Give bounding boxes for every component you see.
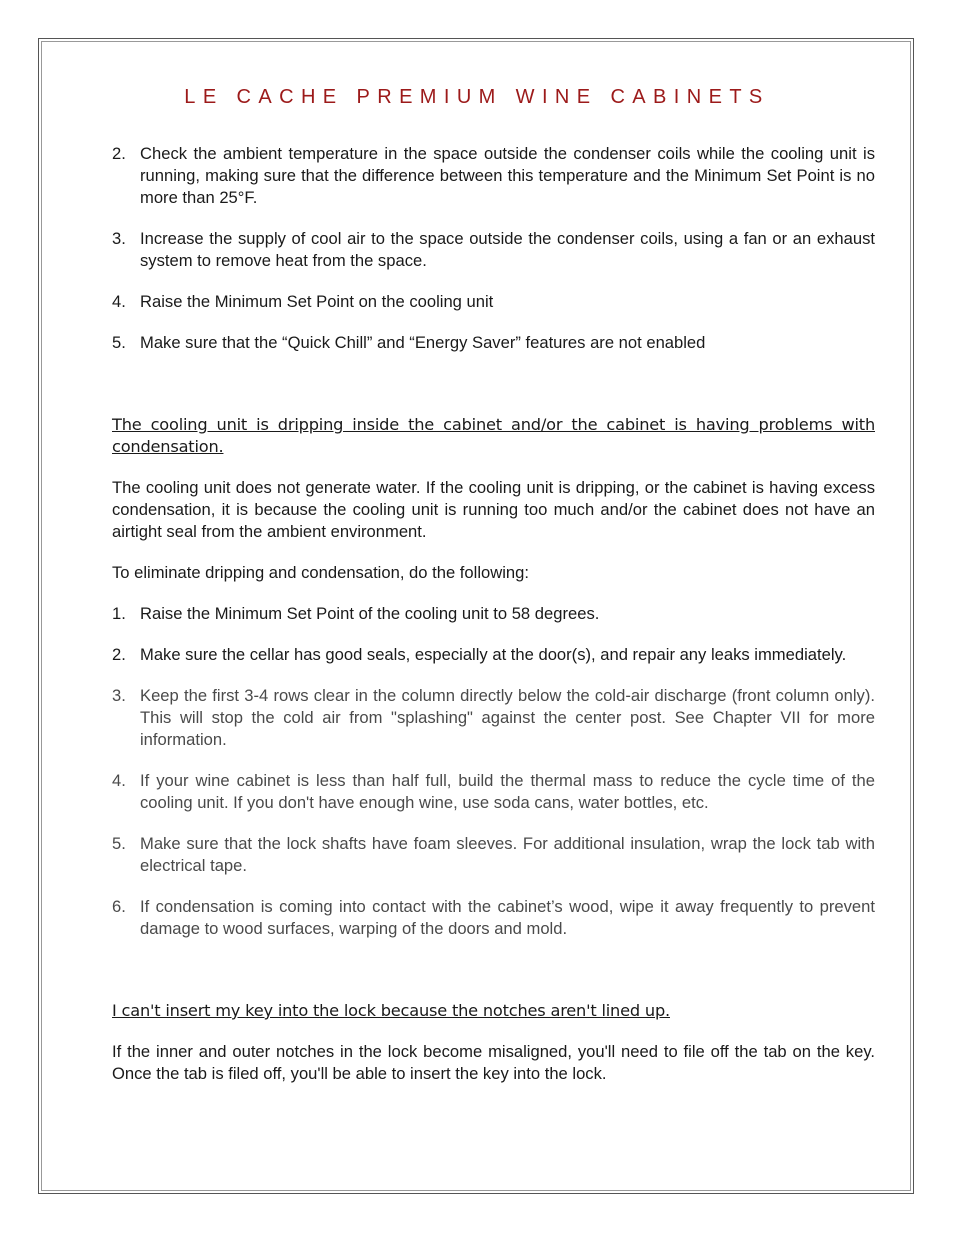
list-item-text: Make sure that the “Quick Chill” and “Energy Saver” features are not enabled bbox=[140, 333, 706, 352]
list-item-text: Make sure the cellar has good seals, especially at the door(s), and repair any leaks immediately. bbox=[140, 645, 847, 664]
list-item-text: If condensation is coming into contact with the cabinet’s wood, wipe it away frequently to prevent damage to wood surfaces, warping of the doors and mold. bbox=[140, 897, 875, 938]
list-item bbox=[112, 833, 875, 877]
section-body-paragraph: If the inner and outer notches in the lock become misaligned, you'll need to file off the tab on the key. Once the tab is filed off, you'll be able to insert the key into the lock. bbox=[112, 1042, 875, 1083]
list-item bbox=[112, 603, 875, 625]
list-item-number: 4. bbox=[112, 771, 126, 790]
list-item-text: Check the ambient temperature in the space outside the condenser coils while the cooling unit is running, making sure that the difference between this temperature and the Minimum Set Point is no more than 25°F. bbox=[140, 144, 875, 207]
list-item bbox=[112, 770, 875, 814]
list-item-number: 4. bbox=[112, 292, 126, 311]
list-item-text: If your wine cabinet is less than half full, build the thermal mass to reduce the cycle time of the cooling unit. If you don't have enough wine, use soda cans, water bottles, etc. bbox=[140, 771, 875, 812]
list-item-number: 6. bbox=[112, 897, 126, 916]
list-item bbox=[112, 332, 875, 354]
list-item bbox=[112, 228, 875, 272]
section-heading-lock: I can't insert my key into the lock because the notches aren't lined up. bbox=[112, 1001, 670, 1020]
list-item bbox=[112, 644, 875, 666]
list-item-text: Make sure that the lock shafts have foam sleeves. For additional insulation, wrap the lock tab with electrical tape. bbox=[140, 834, 875, 875]
document-body bbox=[112, 143, 875, 1104]
list-item-text: Increase the supply of cool air to the space outside the condenser coils, using a fan or an exhaust system to remove heat from the space. bbox=[140, 229, 875, 270]
list-item bbox=[112, 685, 875, 751]
list-item bbox=[112, 291, 875, 313]
section-intro-paragraph: The cooling unit does not generate water. If the cooling unit is dripping, or the cabinet is having excess condensation, it is because the cooling unit is running too much and/or the cabinet does not have an airtight seal from the ambient environment. bbox=[112, 478, 875, 541]
list-item-text: Keep the first 3-4 rows clear in the column directly below the cold-air discharge (front column only). This will stop the cold air from "splashing" against the center post. See Chapter VII for more information. bbox=[140, 686, 875, 749]
section-spacer bbox=[112, 959, 875, 1000]
list-item-text: Raise the Minimum Set Point of the cooling unit to 58 degrees. bbox=[140, 604, 600, 623]
list-item-number: 3. bbox=[112, 229, 126, 248]
section-spacer bbox=[112, 373, 875, 414]
list-item-number: 5. bbox=[112, 333, 126, 352]
list-item-number: 2. bbox=[112, 645, 126, 664]
list-item-number: 3. bbox=[112, 686, 126, 705]
list-item-text: Raise the Minimum Set Point on the cooling unit bbox=[140, 292, 494, 311]
list-item-number: 1. bbox=[112, 604, 126, 623]
list-item-number: 5. bbox=[112, 834, 126, 853]
document-header-title: LE CACHE PREMIUM WINE CABINETS bbox=[184, 86, 770, 108]
list-item-number: 2. bbox=[112, 144, 126, 163]
section-heading-condensation: The cooling unit is dripping inside the cabinet and/or the cabinet is having problems with condensation. bbox=[112, 415, 875, 456]
list-item bbox=[112, 896, 875, 940]
list-item bbox=[112, 143, 875, 209]
section-lead-paragraph: To eliminate dripping and condensation, do the following: bbox=[112, 563, 529, 582]
